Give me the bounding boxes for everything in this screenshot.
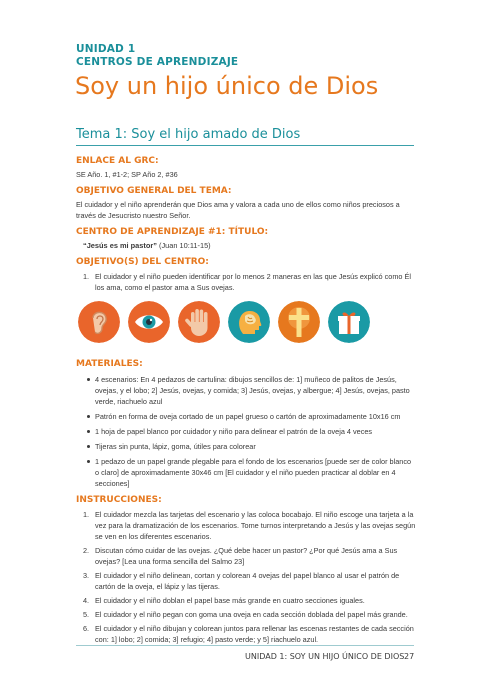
list-item: Tijeras sin punta, lápiz, goma, útiles para colorear bbox=[76, 441, 416, 452]
list-item bbox=[76, 623, 416, 645]
item-text: El cuidador y el niño pegan con goma una oveja en cada sección doblada del papel más grande. bbox=[95, 610, 408, 619]
item-text: El cuidador y el niño doblan el papel base más grande en cuatro secciones iguales. bbox=[95, 596, 365, 605]
list-item bbox=[76, 509, 416, 542]
quote-title: “Jesús es mi pastor” bbox=[83, 241, 157, 250]
grc-heading: ENLACE AL GRC: bbox=[76, 156, 159, 166]
gift-icon bbox=[328, 301, 370, 343]
cross-icon bbox=[278, 301, 320, 343]
center-quote bbox=[83, 240, 416, 251]
footer-label: UNIDAD 1: SOY UN HIJO ÚNICO DE DIOS bbox=[245, 652, 405, 661]
theme-divider bbox=[76, 145, 414, 146]
materials-heading: MATERIALES: bbox=[76, 359, 143, 369]
item-text: El cuidador y el niño delinean, cortan y colorean 4 ovejas del papel blanco al usar el patrón de cartón de la oveja, el lápiz y las tijeras. bbox=[95, 571, 400, 591]
center-heading: CENTRO DE APRENDIZAJE #1: TÍTULO: bbox=[76, 227, 269, 237]
list-item: Patrón en forma de oveja cortado de un papel grueso o cartón de aproximadamente 10x16 cm bbox=[76, 411, 416, 422]
item-number: 1. bbox=[83, 510, 90, 519]
list-item: 1 pedazo de un papel grande plegable para el fondo de los escenarios [puede ser de color blanco o claro] de aproximadamente 30x46 cm [El cuidador y el niño pueden practicar al doblar en 4 secciones] bbox=[76, 456, 416, 489]
instructions-heading: INSTRUCCIONES: bbox=[76, 495, 162, 505]
objective-text: El cuidador y el niño aprenderán que Dios ama y valora a cada uno de ellos como niños preciosos a través de Jesucristo nuestro Señor. bbox=[76, 200, 400, 220]
center-objectives-list bbox=[76, 271, 416, 293]
page-title: Soy un hijo único de Dios bbox=[75, 72, 379, 100]
item-number: 4. bbox=[83, 596, 90, 605]
list-item: 1 hoja de papel blanco por cuidador y niño para delinear el patrón de la oveja 4 veces bbox=[76, 426, 416, 437]
ear-icon bbox=[78, 301, 120, 343]
hand-icon bbox=[178, 301, 220, 343]
list-item bbox=[76, 609, 416, 620]
item-text: El cuidador mezcla las tarjetas del escenario y las coloca bocabajo. El niño escoge una tarjeta a la vez para la dramatización de los escenarios. Tome turnos interpretando a Jesús y las ovejas según se ven en los diferentes escenarios. bbox=[95, 510, 416, 541]
unit-heading bbox=[76, 43, 238, 69]
center-objectives-heading: OBJETIVO(S) DEL CENTRO: bbox=[76, 257, 209, 267]
list-item bbox=[76, 545, 416, 567]
quote-reference: (Juan 10:11-15) bbox=[156, 241, 211, 250]
objective-heading: OBJETIVO GENERAL DEL TEMA: bbox=[76, 186, 232, 196]
list-item bbox=[76, 271, 416, 293]
materials-list bbox=[76, 374, 416, 489]
eye-icon bbox=[128, 301, 170, 343]
page-number: 27 bbox=[404, 652, 415, 661]
list-item: 4 escenarios: En 4 pedazos de cartulina: dibujos sencillos de: 1] muñeco de palitos de Jesús, ovejas, y el lobo; 2] Jesús, ovejas, y comida; 3] Jesús, ovejas, y albergue; 4] Jesús, ovejas, pasto verde, riachuelo azul bbox=[76, 374, 416, 407]
item-number: 6. bbox=[83, 624, 90, 633]
senses-icon-row bbox=[76, 301, 416, 353]
item-text: El cuidador y el niño pueden identificar por lo menos 2 maneras en las que Jesús explicó como Él los ama, como el pastor ama a Sus ovejas. bbox=[95, 272, 411, 292]
list-item bbox=[76, 570, 416, 592]
brain-head-icon bbox=[228, 301, 270, 343]
footer-divider bbox=[76, 645, 414, 646]
item-text: El cuidador y el niño dibujan y colorean juntos para rellenar las escenas restantes de cada sección con: 1] lobo; 2] comida; 3] refugio; 4] pasto verde; y 5] riachuelo azul. bbox=[95, 624, 414, 644]
content-body bbox=[76, 156, 416, 645]
list-item bbox=[76, 595, 416, 606]
item-text: Discutan cómo cuidar de las ovejas. ¿Qué debe hacer un pastor? ¿Por qué Jesús ama a Sus ovejas? [Lea una forma sencilla del Salmo 23] bbox=[95, 546, 398, 566]
unit-label: UNIDAD 1 bbox=[76, 43, 136, 55]
item-number: 1. bbox=[83, 272, 90, 281]
grc-text: SE Año. 1, #1-2; SP Año 2, #36 bbox=[76, 170, 178, 179]
theme-title: Tema 1: Soy el hijo amado de Dios bbox=[76, 127, 301, 142]
section-label: CENTROS DE APRENDIZAJE bbox=[76, 56, 239, 68]
item-number: 3. bbox=[83, 571, 90, 580]
item-number: 2. bbox=[83, 546, 90, 555]
item-number: 5. bbox=[83, 610, 90, 619]
instructions-list bbox=[76, 509, 416, 645]
